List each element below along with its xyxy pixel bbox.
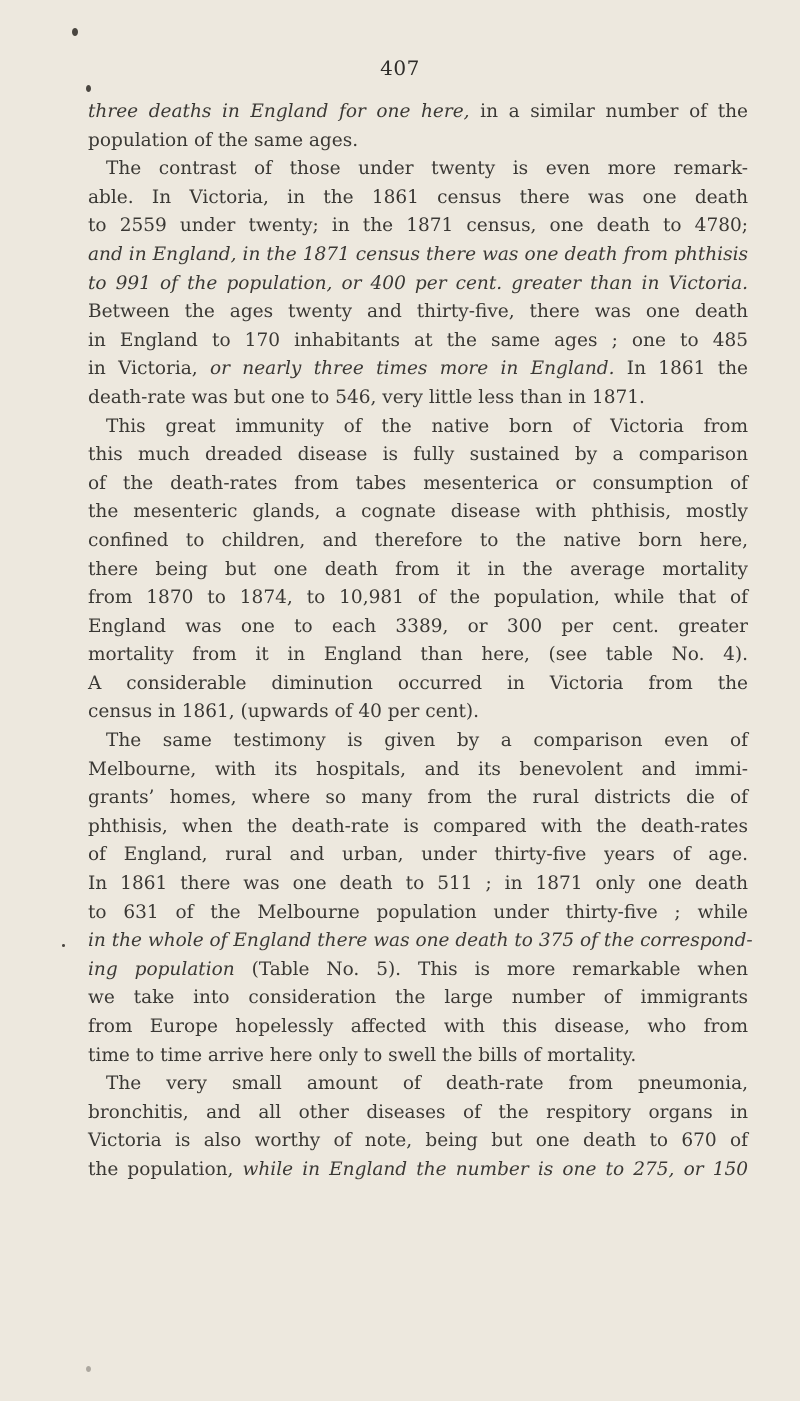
text-run: from Europe hopelessly affected with this disease, who from [88,1016,748,1037]
text-line [88,927,753,956]
text-run: this much dreaded disease is fully sustained by a comparison [88,444,748,466]
text-line [88,384,748,413]
text-line [88,841,748,870]
text-line [88,241,748,270]
text-run: population of the same ages. [88,129,359,151]
text-line [88,441,748,470]
ink-speck [86,1366,91,1372]
text-run: mortality from it in England than here, (see table No. 4). [88,644,748,666]
text-line [88,756,748,785]
text-run: bronchitis, and all other diseases of the respitory organs in [88,1101,748,1123]
text-line [88,870,748,899]
text-run: England was one to each 3389, or 300 per cent. greater [88,615,748,637]
text-run: The very small amount of death-rate from pneumonia, [106,1073,748,1095]
text-run: the mesenteric glands, a cognate disease with phthisis, mostly [88,501,748,523]
text-run: Between the ages twenty and thirty-five, there was one death [88,301,748,323]
text-line [88,1013,748,1042]
text-run: to 631 of the Melbourne population under thirty-five ; while [88,901,748,923]
text-line [88,1127,748,1156]
text-run: In 1861 there was one death to 511 ; in 1871 only one death [88,873,748,895]
text-run: The contrast of those under twenty is even more remark- [106,158,748,180]
text-run: to 2559 under twenty; in the 1871 census, one death to 4780; [88,215,748,237]
text-line [88,527,748,556]
body-text [88,98,753,1185]
text-line [88,584,748,613]
text-line [88,212,748,241]
italic-text: three deaths in England for one here, [88,101,470,122]
text-run: This great immunity of the native born of Victoria from [106,415,748,437]
text-line [88,127,748,156]
text-run: able. In Victoria, in the 1861 census there was one death [88,186,748,208]
italic-text: ing population [88,958,235,980]
text-line [88,184,748,213]
text-line [88,641,748,670]
text-run: from 1870 to 1874, to 10,981 of the population, while that of [88,587,748,609]
text-line [88,613,748,642]
text-line [88,670,748,699]
text-line [88,956,748,985]
text-run: we take into consideration the large number of immigrants [88,987,748,1009]
text-line [88,270,748,299]
italic-text: in the whole of England there was one death to 375 of the correspond- [88,930,753,952]
text-line [88,813,748,842]
page-number: 407 [380,56,420,80]
text-line [88,1156,748,1185]
text-line [88,984,748,1013]
text-run: Melbourne, with its hospitals, and its benevolent and immi- [88,758,748,780]
ink-speck [62,944,65,947]
text-line [88,98,748,127]
text-line [88,155,748,184]
italic-text: or nearly three times more in England. [210,358,615,380]
ink-speck [72,28,78,36]
text-run: death-rate was but one to 546, very little less than in 1871. [88,386,645,408]
text-line [88,899,748,928]
text-run: in England to 170 inhabitants at the same ages ; one to 485 [88,329,748,351]
text-line [88,413,748,442]
text-line [88,698,748,727]
italic-text: to 991 of the population, or 400 per cent. greater than in Victoria. [88,272,748,294]
text-run: phthisis, when the death-rate is compared with the death-rates [88,815,748,837]
text-run: time to time arrive here only to swell the bills of mortality. [88,1044,637,1066]
text-line [88,355,748,384]
text-run: grants’ homes, where so many from the rural districts die of [88,787,748,809]
text-line [88,556,748,585]
text-line [88,1070,748,1099]
text-run: In 1861 the [614,358,748,380]
text-run: in a similar number of the [469,101,749,122]
text-line [88,470,748,499]
text-run: confined to children, and therefore to the native born here, [88,529,748,551]
text-run: (Table No. 5). This is more remarkable when [234,958,748,980]
italic-text: while in England the number is one to 275, or 150 [242,1158,749,1180]
ink-speck [86,85,91,92]
text-run: in Victoria, [88,358,210,380]
text-run: of England, rural and urban, under thirty-five years of age. [88,844,748,866]
text-run: census in 1861, (upwards of 40 per cent). [88,701,480,723]
text-line [88,727,748,756]
italic-text: and in England, in the 1871 census there was one death from phthisis [88,243,748,265]
text-run: the population, [88,1158,243,1180]
text-line [88,298,748,327]
text-line [88,498,748,527]
text-run: of the death-rates from tabes mesenterica or consumption of [88,472,748,494]
text-run: Victoria is also worthy of note, being but one death to 670 of [88,1130,748,1152]
text-line [88,327,748,356]
text-line [88,1099,748,1128]
text-run: The same testimony is given by a comparison even of [106,730,748,752]
text-run: A considerable diminution occurred in Victoria from the [88,672,748,694]
text-line [88,784,748,813]
text-line [88,1042,748,1071]
text-run: there being but one death from it in the average mortality [88,558,748,580]
